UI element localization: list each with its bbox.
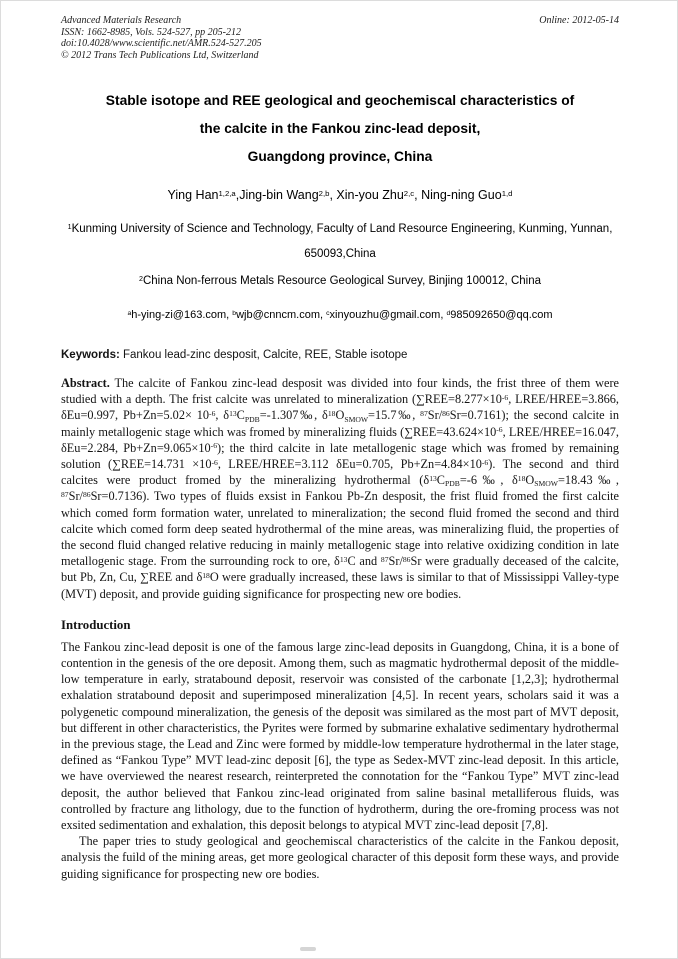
introduction-paragraph-1: The Fankou zinc-lead deposit is one of the famous large zinc-lead deposits in Guangdong, China, it is a bone of contention in the genesis of the ore deposit. Among them, such as magmatic hydrothermal deposit of the middle-low temperature in early, stratabound deposit, reservoir was consisted of the carbonate [1,2,3]; hydrothermal exhalation stratabound deposit and superimposed mineralization [4,5]. In recent years, scholars said it was a polygenetic compound mineralization, the genesis of the deposit was similared as the most part of MVT deposit, but different in other characteristics, the Pyrites were formed by submarine exhalative sedimentary hydrothermal in the previous stage, the Lead and Zinc were formed by middle-low temperature hydrothermal in the later stage, defined as “Fankou Type” MVT lead-zinc deposit [6], the type as Sedex-MVT zinc-lead deposit. In this article, we have overviewed the nearest research, reinterpreted the connotation for the “Fankou Type” MVT zinc-lead deposit, the author believed that Fankou zinc-lead originated from saline basinal metalliferous fluids, was controlled by fracture ang lithology, due to the function of hydrotherm, during the ore-froming process was not exsited sedimentation and exhalation, this deposit belongs to atypical MVT zinc-lead deposit [7,8]. xyxy=(61,639,619,833)
journal-header xyxy=(61,15,619,61)
introduction-paragraph-2: The paper tries to study geological and geochemiscal characteristics of the calcite in the Fankou deposit, analysis the fuild of the mining areas, get more geological character of this deposit form these ways, and provide guiding significance for prospecting new ore bodies. xyxy=(61,834,619,881)
copyright-line: © 2012 Trans Tech Publications Ltd, Switzerland xyxy=(61,49,259,61)
paper-title-line-3: Guangdong province, China xyxy=(247,149,433,164)
journal-name: Advanced Materials Research xyxy=(61,15,182,26)
issn-volume-line: ISSN: 1662-8985, Vols. 524-527, pp 205-212 xyxy=(61,26,241,38)
doi-line: doi:10.4028/www.scientific.net/AMR.524-527.205 xyxy=(61,38,262,49)
paper-title-line-2: the calcite in the Fankou zinc-lead deposit, xyxy=(199,121,481,136)
author-emails: $^a$h-ying-zi@163.com, $^b$wjb@cnncm.com, $^c$xinyouzhu@gmail.com, $^d$985092650@qq.com xyxy=(127,309,553,321)
scan-artifact-mark xyxy=(300,947,316,951)
online-date: Online: 2012-05-14 xyxy=(539,15,619,26)
authors-line: Ying Han$^{1,2,a}$,Jing-bin Wang$^{2,b}$, Xin-you Zhu$^{2,c}$, Ning-ning Guo$^{1,d}$ xyxy=(167,188,513,202)
abstract-paragraph: Abstract. The calcite of Fankou zinc-lead desposit was divided into four kinds, the frist three of them were studied with a depth. The frist calcite was unrelated to mineralization ($\sum REE=8.277\times 10^{-6}$, LREE/HREE=3.866, δEu=0.997, $Pb+Zn=5.02\times 10^{-6}$, $\delta^{13}C_{PDB}=-1.307‰$, $\delta^{18}O_{SMOW}=15.7‰$, $^{87}$Sr/$^{86}$Sr=0.7161); the second calcite in mainly metallogenic stage which was fromed by mineralizing fluids ($\sum REE=43.624\times 10^{-6}$, LREE/HREE=16.047, δEu=2.284, $Pb+Zn=9.065\times 10^{-6}$); the third calcite in late metallogenic stage which was fromed by remaining solution ($\sum REE=14.731 \times 10^{-6}$, LREE/HREE=3.112 δEu=0.705, $Pb+Zn=4.84\times 10^{-6}$). The second and third calcites were product fromed by the mineralizing hydrothermal ($\delta^{13}C_{PDB}=-6‰$, $\delta^{18}O_{SMOW}=18.43‰$, $^{87}$Sr/$^{86}$Sr=0.7136). Two types of fluids exsist in Fankou Pb-Zn desposit, the frist fluid fromed the first calcite which comed form formation water, unrelated to mineralization; the second fluid fromed the second and third calcite which comed form deep seated hydrothermal of the mine areas, was mineralizing fluid, the properties of the second fluid changed relative reducing in mainly metallogenic stage into relative oxidizing condition in late metallogenic stage. From the surrounding rock to ore, $\delta^{13}C$ and $^{87}$Sr/$^{86}$Sr were gradually deceased of the calcite, but Pb, Zn, Cu, ∑REE and $\delta^{18}O$ were gradually increased, these laws is similar to that of Mississippi Valley-type (MVT) deposit, and provide guiding significance for prospecting new ore bodies. xyxy=(61,376,620,601)
keywords-line: Keywords: Fankou lead-zinc desposit, Calcite, REE, Stable isotope xyxy=(61,349,408,361)
affiliation-2: $^2$China Non-ferrous Metals Resource Geological Survey, Binjing 100012, China xyxy=(139,274,541,287)
introduction-heading: Introduction xyxy=(61,617,131,632)
front-matter xyxy=(61,187,619,322)
journal-info-block xyxy=(61,15,262,61)
paper-title-line-1: Stable isotope and REE geological and geochemiscal characteristics of xyxy=(105,93,575,108)
affiliation-1: $^1$Kunming University of Science and Technology, Faculty of Land Resource Engineering, Kunming, Yunnan, 650093,China xyxy=(67,222,613,260)
paper-title xyxy=(61,87,619,171)
